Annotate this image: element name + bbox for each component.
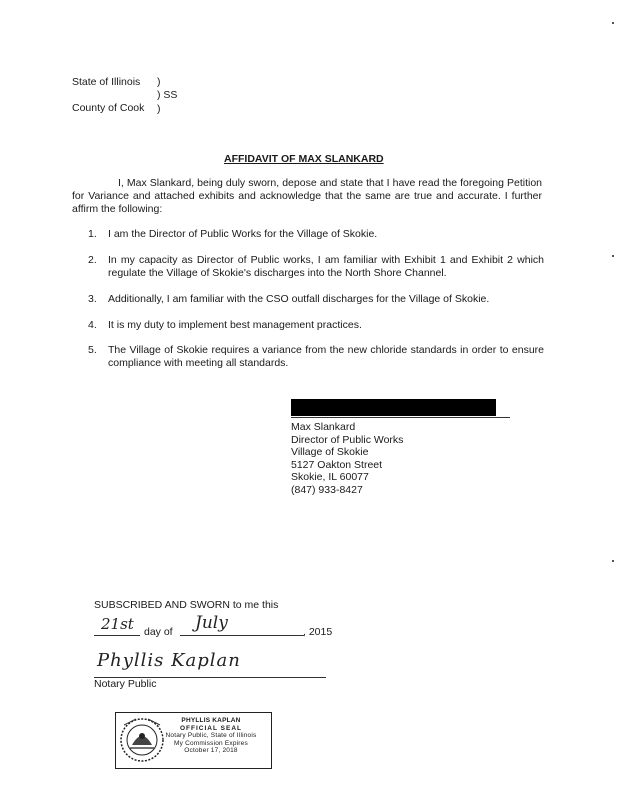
item-number: 3. [88,293,97,305]
list-item [88,344,544,370]
signer-phone: (847) 933-8427 [291,483,363,496]
item-number: 5. [88,344,97,356]
signer-block [291,421,403,496]
list-item [88,228,544,241]
signer-city: Skokie, IL 60077 [291,471,369,483]
redacted-signature [291,399,496,416]
notary-seal [115,712,272,769]
signer-street: 5127 Oakton Street [291,458,383,471]
item-text: I am the Director of Public Works for the Village of Skokie. [108,228,378,240]
item-number: 1. [88,228,97,240]
year-text: , 2015 [303,626,333,638]
seal-state-line: Notary Public, State of Illinois [165,732,257,739]
list-item [88,319,544,332]
subscribed-sworn-text: SUBSCRIBED AND SWORN to me this [94,599,279,611]
signer-org: Village of Skokie [291,446,369,458]
seal-name: PHYLLIS KAPLAN [181,717,241,724]
handwritten-day: 21st [101,615,134,633]
seal-expires: My Commission Expires [174,739,248,747]
scan-mark [612,22,614,24]
venue-ss: ) SS [157,89,178,101]
item-text: In my capacity as Director of Public works, I am familiar with Exhibit 1 and Exhibit 2 which regulate the Village of Skokie's discharges into the North Shore Channel. [108,254,544,279]
day-of-text: day of [144,626,173,638]
day-underline [94,635,140,636]
affidavit-title: AFFIDAVIT OF MAX SLANKARD [224,153,384,165]
item-number: 4. [88,319,97,331]
list-item [88,293,544,306]
venue-paren-bottom: ) [157,103,161,115]
seal-official: OFFICIAL SEAL [180,724,242,732]
notary-public-label: Notary Public [94,678,157,690]
seal-text [156,717,266,755]
signer-role: Director of Public Works [291,433,404,446]
list-item [88,254,544,280]
intro-paragraph: I, Max Slankard, being duly sworn, depose and state that I have read the foregoing Petition for Variance and attached exhibits and acknowledge that the same are true and accurate. I further affirm the following: [72,177,542,215]
scan-mark [612,255,614,257]
venue-state: State of Illinois [72,76,141,88]
item-number: 2. [88,254,97,266]
notary-signature: Phyllis Kaplan [97,650,241,671]
venue-paren-top: ) [157,76,161,88]
item-text: Additionally, I am familiar with the CSO outfall discharges for the Village of Skokie. [108,293,490,305]
month-underline [180,635,304,636]
seal-date: October 17, 2018 [184,747,238,754]
venue-county: County of Cook [72,102,145,114]
item-text: It is my duty to implement best management practices. [108,319,362,331]
signer-name: Max Slankard [291,421,356,433]
handwritten-month: July [195,613,228,633]
signature-line [291,417,510,418]
item-text: The Village of Skokie requires a variance from the new chloride standards in order to ensure compliance with meeting all standards. [108,344,544,369]
scan-mark [612,560,614,562]
